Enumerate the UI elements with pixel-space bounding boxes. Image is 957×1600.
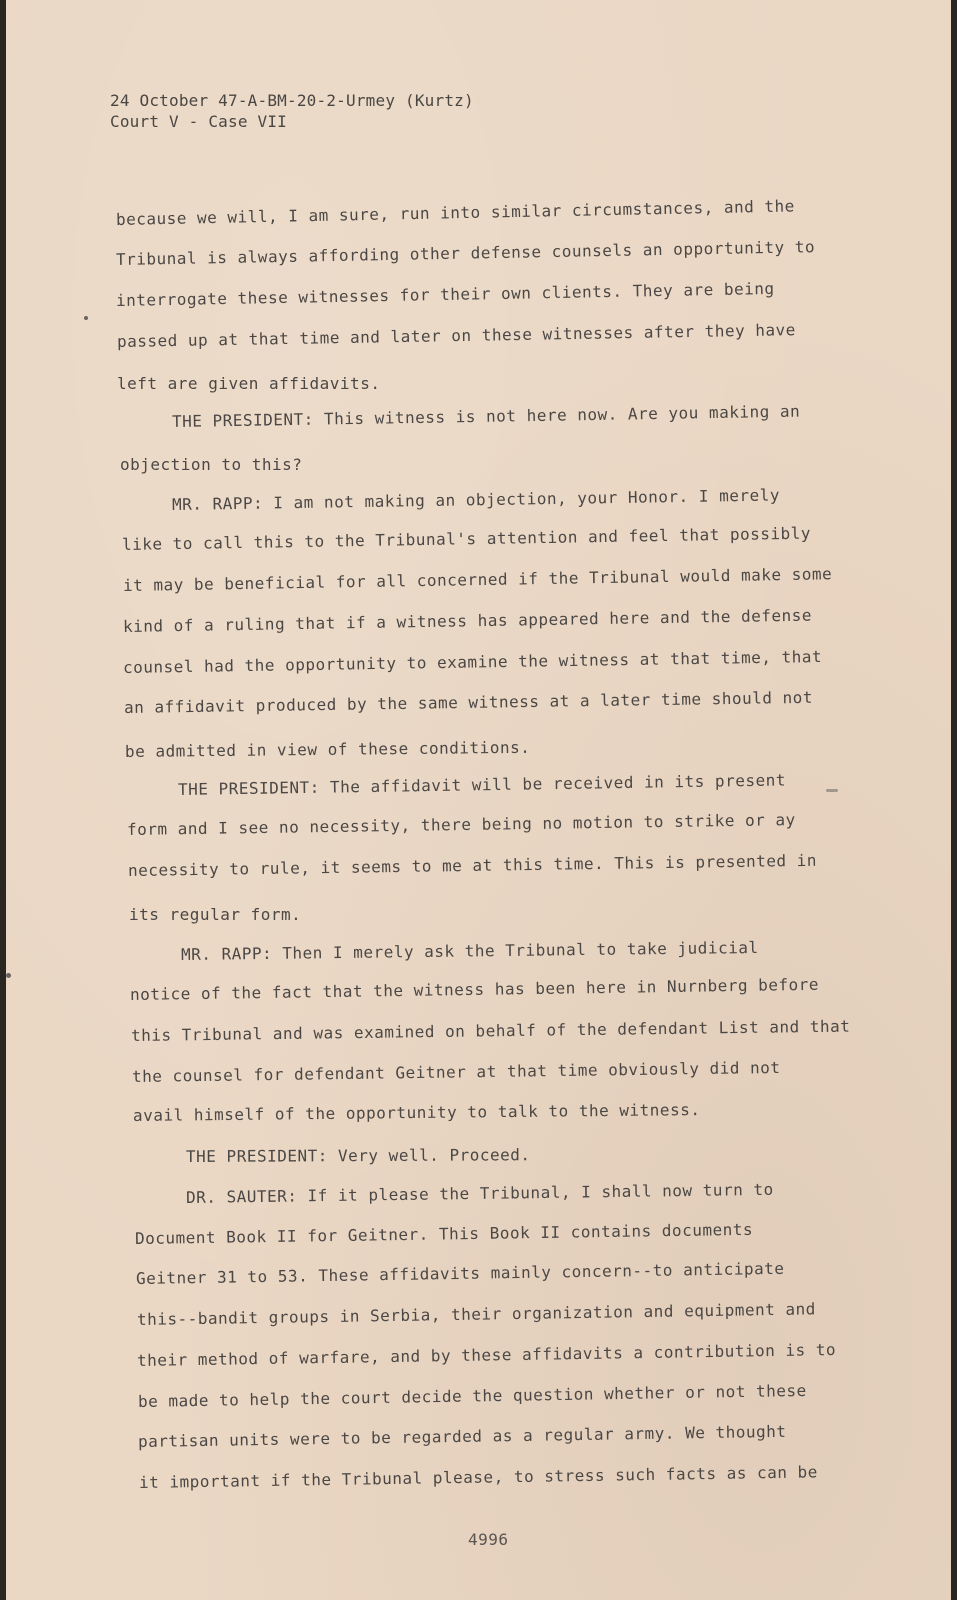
transcript-line: partisan units were to be regarded as a regular army. We thought [137, 1421, 787, 1451]
ink-speck [84, 316, 88, 320]
transcript-line: an affidavit produced by the same witness at a later time should not [123, 687, 814, 717]
header-court-case: Court V - Case VII [110, 112, 287, 131]
transcript-line: THE PRESIDENT: Very well. Proceed. [185, 1145, 531, 1166]
transcript-line: Tribunal is always affording other defense counsels an opportunity to [115, 237, 816, 269]
transcript-line: objection to this? [120, 455, 303, 474]
transcript-line: MR. RAPP: Then I merely ask the Tribunal to take judicial [180, 937, 759, 964]
transcript-body [6, 0, 951, 1600]
transcript-line: DR. SAUTER: If it please the Tribunal, I shall now turn to [185, 1179, 774, 1207]
transcript-line: THE PRESIDENT: This witness is not here now. Are you making an [171, 401, 801, 431]
transcript-line: interrogate these witnesses for their own clients. They are being [115, 278, 775, 310]
transcript-line: MR. RAPP: I am not making an objection, your Honor. I merely [171, 485, 781, 514]
transcript-line: passed up at that time and later on these witnesses after they have [116, 320, 796, 351]
transcript-line: because we will, I am sure, run into similar circumstances, and the [115, 196, 795, 229]
ink-speck [6, 973, 11, 978]
transcript-line: form and I see no necessity, there being no motion to strike or ay [126, 810, 796, 839]
transcript-line: its regular form. [129, 905, 302, 924]
transcript-line: it may be beneficial for all concerned if the Tribunal would make some [122, 564, 833, 595]
transcript-line: necessity to rule, it seems to me at this time. This is presented in [127, 850, 818, 880]
transcript-line: left are given affidavits. [117, 374, 381, 393]
transcript-line: Geitner 31 to 53. These affidavits mainly concern--to anticipate [135, 1258, 785, 1288]
transcript-line: THE PRESIDENT: The affidavit will be received in its present [177, 770, 787, 799]
transcript-line: Document Book II for Geitner. This Book II contains documents [134, 1219, 754, 1248]
transcript-line: the counsel for defendant Geitner at that time obviously did not [131, 1057, 781, 1086]
transcript-line: their method of warfare, and by these affidavits a contribution is to [136, 1340, 837, 1370]
ink-speck [826, 789, 838, 792]
transcript-line: this--bandit groups in Serbia, their organization and equipment and [136, 1299, 816, 1329]
transcript-line: be made to help the court decide the question whether or not these [137, 1380, 807, 1411]
page-number: 4996 [468, 1530, 509, 1549]
document-page [6, 0, 951, 1600]
transcript-line: kind of a ruling that if a witness has appeared here and the defense [122, 605, 813, 636]
transcript-line: like to call this to the Tribunal's attention and feel that possibly [121, 523, 812, 554]
transcript-line: be admitted in view of these conditions. [124, 737, 531, 761]
transcript-line: avail himself of the opportunity to talk to the witness. [132, 1100, 701, 1125]
transcript-line: notice of the fact that the witness has been here in Nurnberg before [129, 974, 820, 1004]
header-date-reference: 24 October 47-A-BM-20-2-Urmey (Kurtz) [110, 91, 474, 110]
transcript-line: counsel had the opportunity to examine the witness at that time, that [122, 647, 823, 677]
transcript-line: this Tribunal and was examined on behalf of the defendant List and that [130, 1016, 851, 1045]
transcript-line: it important if the Tribunal please, to stress such facts as can be [138, 1462, 818, 1492]
